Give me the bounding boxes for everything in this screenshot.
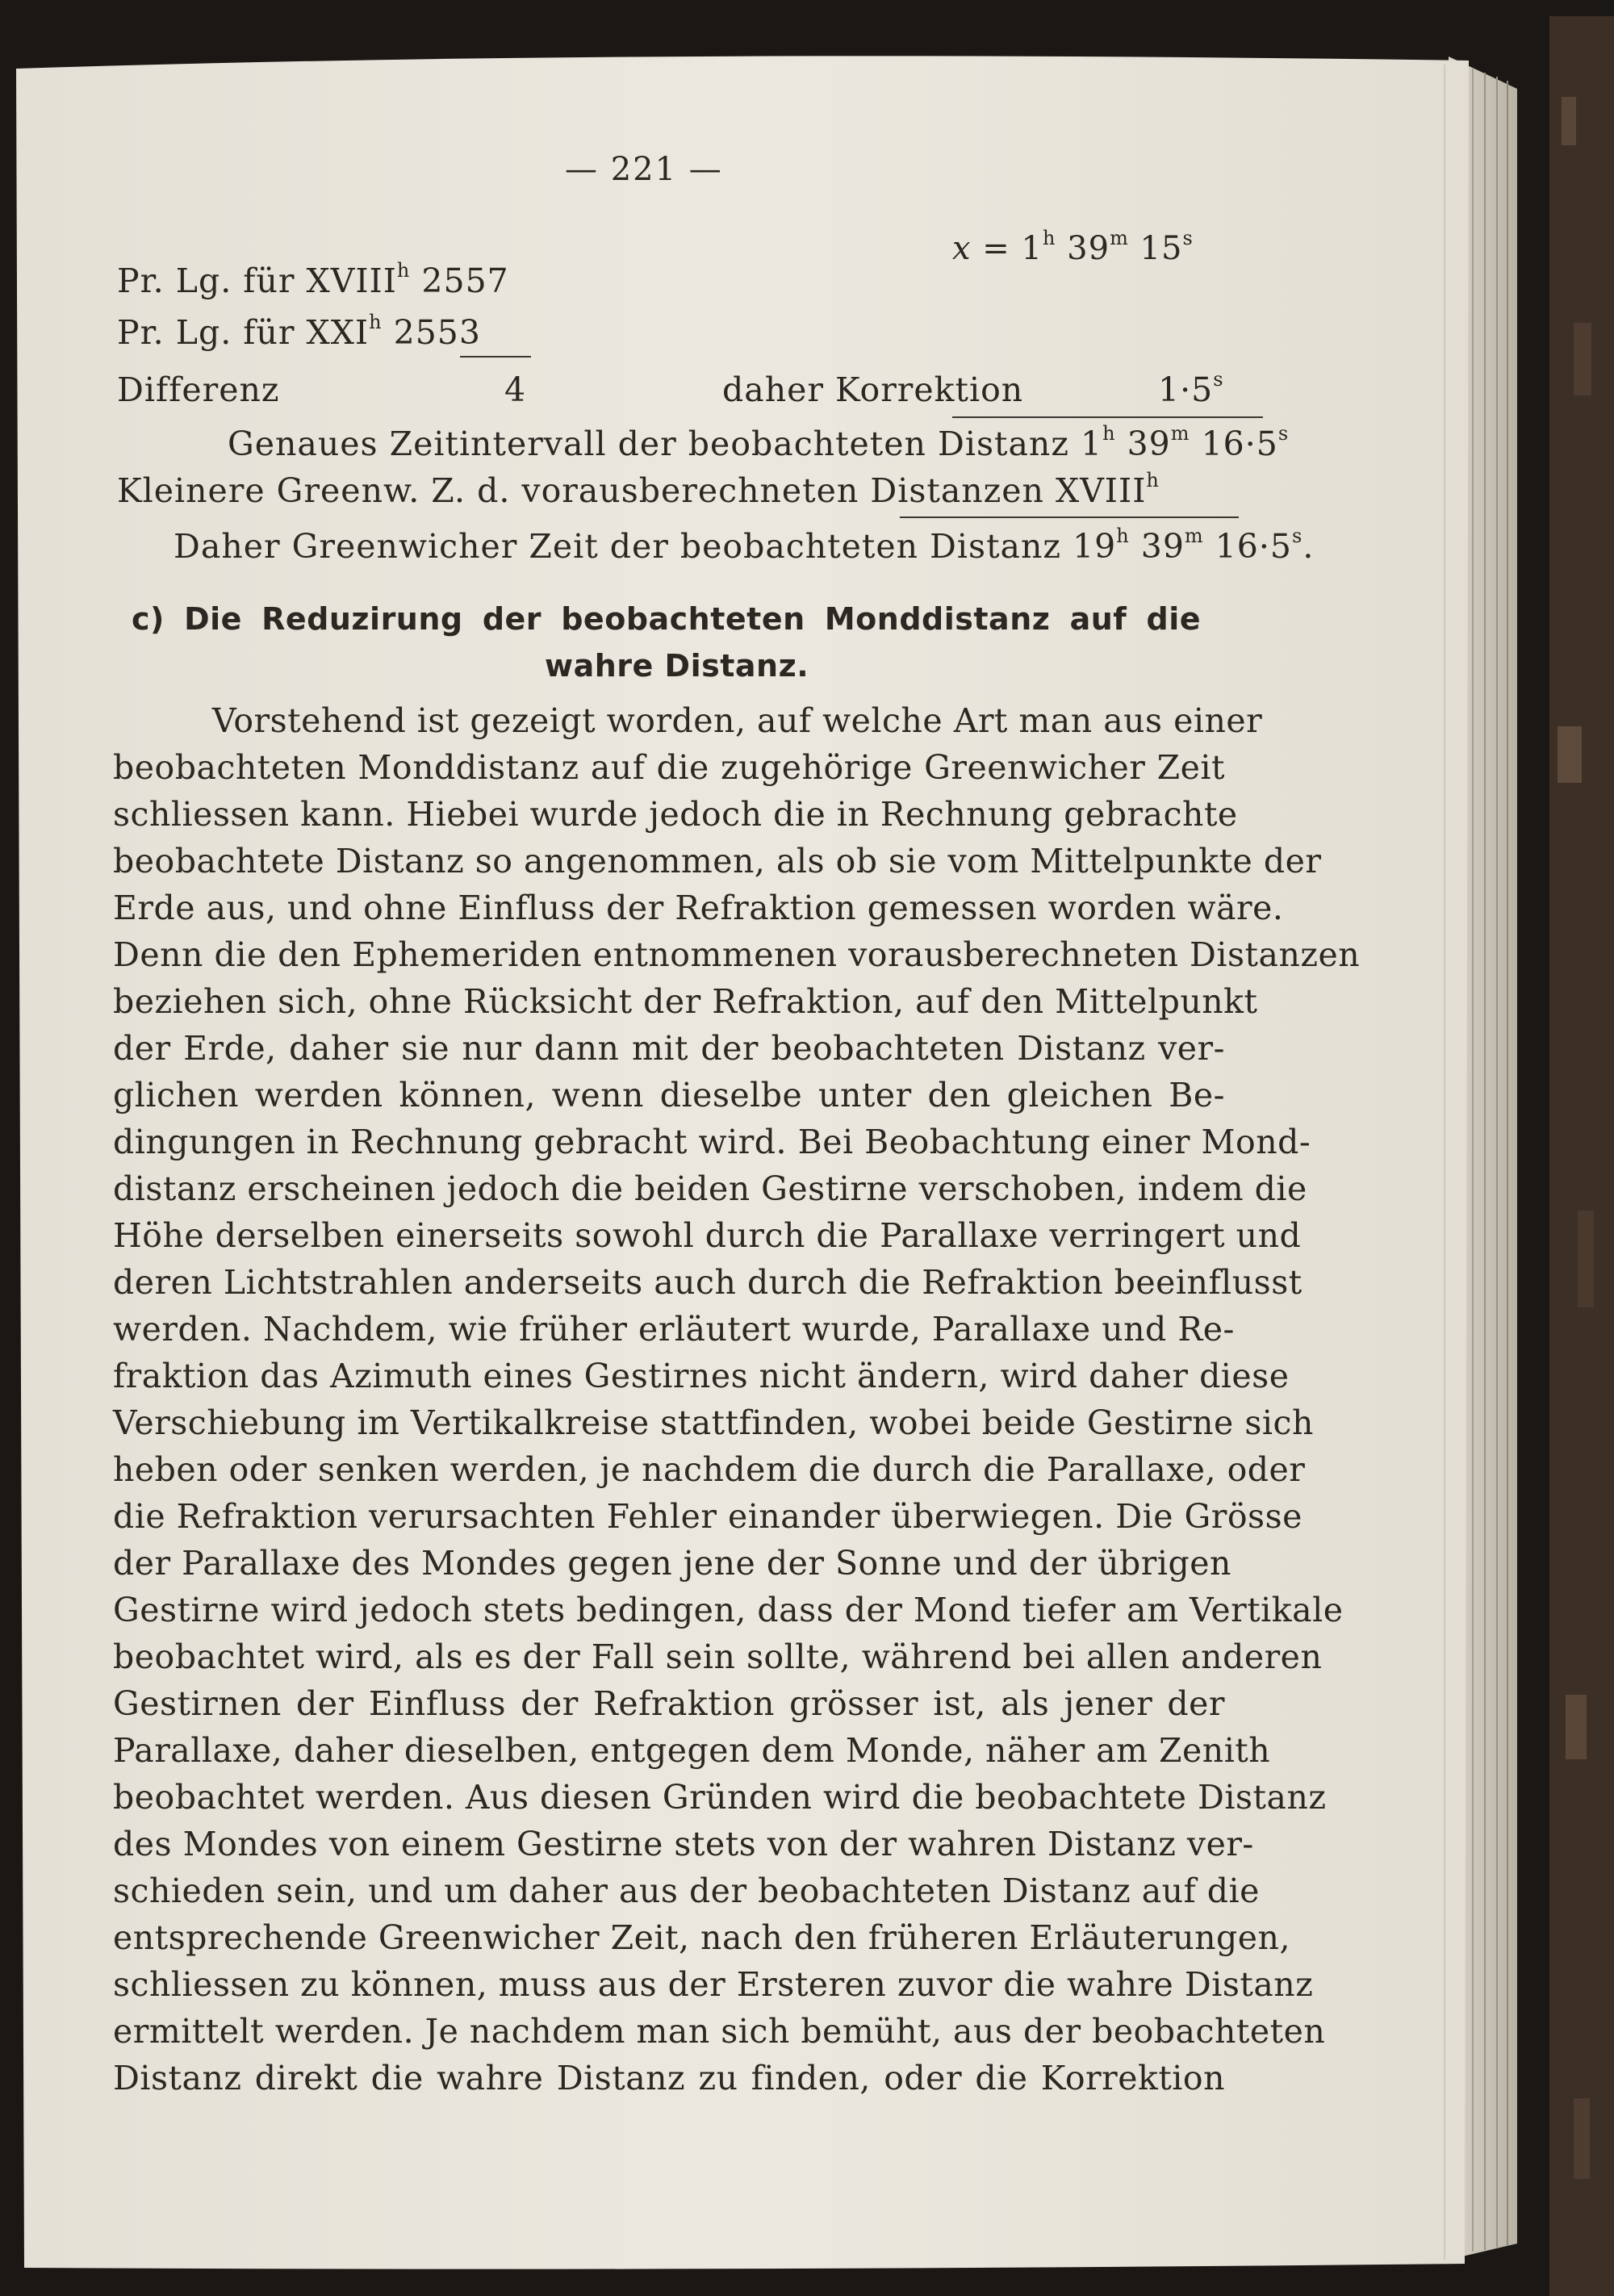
- greenwich-time-m: 39: [1129, 527, 1185, 566]
- m-unit: m: [1170, 422, 1190, 445]
- body-line: der Erde, daher sie nur dann mit der beobachteten Distanz ver-: [113, 1029, 1225, 1068]
- exact-interval-m: 39: [1115, 424, 1171, 463]
- section-heading-line-2: wahre Distanz.: [545, 648, 809, 684]
- x-seconds: 15: [1128, 230, 1183, 267]
- s-unit: s: [1292, 525, 1303, 548]
- body-line: heben oder senken werden, je nachdem die durch die Parallaxe, oder: [113, 1450, 1306, 1489]
- body-line: beobachtet werden. Aus diesen Gründen wird die beobachtete Distanz: [113, 1778, 1327, 1817]
- sum-rule-3: [900, 516, 1239, 518]
- h-unit: h: [1102, 422, 1116, 445]
- sum-rule-2: [952, 416, 1263, 418]
- smaller-greenwich-line: [117, 470, 1160, 511]
- x-minutes: 39: [1056, 230, 1110, 267]
- page-number: — 221 —: [565, 151, 723, 188]
- exact-interval-s: 16·5: [1190, 424, 1278, 463]
- prop-log-hour-unit: h: [396, 259, 411, 282]
- body-line: schieden sein, und um daher aus der beobachteten Distanz auf die: [113, 1872, 1260, 1910]
- correction-number: 1·5: [1158, 370, 1214, 409]
- x-eq: = 1: [982, 230, 1043, 267]
- result-x-line: [952, 228, 1194, 269]
- body-line: schliessen zu können, muss aus der Ersteren zuvor die wahre Distanz: [113, 1965, 1314, 2004]
- body-line: Verschiebung im Vertikalkreise stattfinden, wobei beide Gestirne sich: [113, 1403, 1314, 1442]
- greenwich-time-s: 16·5: [1203, 527, 1293, 566]
- period: .: [1302, 527, 1315, 566]
- body-line: Gestirnen der Einfluss der Refraktion grösser ist, als jener der: [113, 1684, 1225, 1723]
- greenwich-time-label: Daher Greenwicher Zeit der beobachteten Distanz: [174, 527, 1062, 566]
- correction-unit: s: [1213, 368, 1224, 391]
- body-line: beobachtet wird, als es der Fall sein sollte, während bei allen anderen: [113, 1637, 1323, 1676]
- s-unit: s: [1277, 422, 1290, 445]
- x-m-unit: m: [1110, 226, 1129, 249]
- smaller-greenwich-value: XVIII: [1056, 471, 1147, 510]
- variable-x: x: [952, 230, 972, 267]
- body-line: Distanz direkt die wahre Distanz zu finden, oder die Korrektion: [113, 2059, 1225, 2097]
- body-line: des Mondes von einem Gestirne stets von der wahren Distanz ver-: [113, 1825, 1254, 1863]
- x-s-unit: s: [1182, 226, 1194, 249]
- x-h-unit: h: [1042, 226, 1056, 249]
- body-line: Parallaxe, daher dieselben, entgegen dem Monde, näher am Zenith: [113, 1731, 1271, 1770]
- prop-log-value: 2553: [393, 313, 481, 352]
- body-line: ermittelt werden. Je nachdem man sich bemüht, aus der beobachteten: [113, 2012, 1326, 2051]
- body-line: die Refraktion verursachten Fehler einander überwiegen. Die Grösse: [113, 1497, 1302, 1536]
- correction-label: daher Korrektion: [722, 370, 1024, 409]
- prop-log-label: Pr. Lg. für: [117, 261, 295, 300]
- body-line: Denn die den Ephemeriden entnommenen vorausberechneten Distanzen: [113, 935, 1361, 974]
- sum-rule-1: [460, 356, 531, 358]
- prop-log-label: Pr. Lg. für: [117, 313, 295, 352]
- body-line: distanz erscheinen jedoch die beiden Gestirne verschoben, indem die: [113, 1169, 1307, 1208]
- body-line: deren Lichtstrahlen anderseits auch durch die Refraktion beeinflusst: [113, 1263, 1302, 1302]
- prop-log-row-2: [117, 312, 481, 353]
- body-line: werden. Nachdem, wie früher erläutert wurde, Parallaxe und Re-: [113, 1310, 1235, 1349]
- exact-interval-h: 1: [1080, 424, 1103, 463]
- m-unit: m: [1184, 525, 1204, 548]
- prop-log-row-1: [117, 261, 509, 301]
- body-line: beobachtete Distanz so angenommen, als ob sie vom Mittelpunkte der: [113, 842, 1322, 880]
- smaller-greenwich-label: Kleinere Greenw. Z. d. vorausberechneten Distanzen: [117, 471, 1044, 510]
- body-line: fraktion das Azimuth eines Gestirnes nicht ändern, wird daher diese: [113, 1357, 1290, 1395]
- h-unit: h: [1116, 525, 1130, 548]
- greenwich-time-h: 19: [1073, 527, 1117, 566]
- prop-log-hour: XVIII: [306, 261, 397, 300]
- prop-log-value: 2557: [421, 261, 509, 300]
- body-line: beziehen sich, ohne Rücksicht der Refraktion, auf den Mittelpunkt: [113, 982, 1258, 1021]
- difference-value: 4: [504, 370, 527, 409]
- body-line: der Parallaxe des Mondes gegen jene der Sonne und der übrigen: [113, 1544, 1231, 1583]
- prop-log-hour: XXI: [306, 313, 370, 352]
- body-line: glichen werden können, wenn dieselbe unter den gleichen Be-: [113, 1076, 1225, 1115]
- difference-label: Differenz: [117, 370, 280, 409]
- body-line: entsprechende Greenwicher Zeit, nach den früheren Erläuterungen,: [113, 1918, 1290, 1957]
- body-line: dingungen in Rechnung gebracht wird. Bei Beobachtung einer Mond-: [113, 1123, 1311, 1161]
- greenwich-time-line: [174, 526, 1314, 567]
- body-line: Erde aus, und ohne Einfluss der Refraktion gemessen worden wäre.: [113, 889, 1284, 927]
- body-line: beobachteten Monddistanz auf die zugehörige Greenwicher Zeit: [113, 748, 1225, 787]
- exact-interval-label: Genaues Zeitintervall der beobachteten Distanz: [228, 424, 1069, 463]
- body-line: Gestirne wird jedoch stets bedingen, dass der Mond tiefer am Vertikale: [113, 1591, 1344, 1629]
- exact-interval-line: [228, 424, 1289, 464]
- section-heading-line-1: c) Die Reduzirung der beobachteten Monddistanz auf die: [132, 601, 1201, 637]
- correction-value: [1158, 370, 1224, 410]
- prop-log-hour-unit: h: [369, 311, 383, 334]
- body-line: schliessen kann. Hiebei wurde jedoch die in Rechnung gebrachte: [113, 795, 1238, 834]
- h-unit: h: [1146, 469, 1160, 492]
- body-line: Vorstehend ist gezeigt worden, auf welche Art man aus einer: [212, 701, 1263, 740]
- body-line: Höhe derselben einerseits sowohl durch die Parallaxe verringert und: [113, 1216, 1302, 1255]
